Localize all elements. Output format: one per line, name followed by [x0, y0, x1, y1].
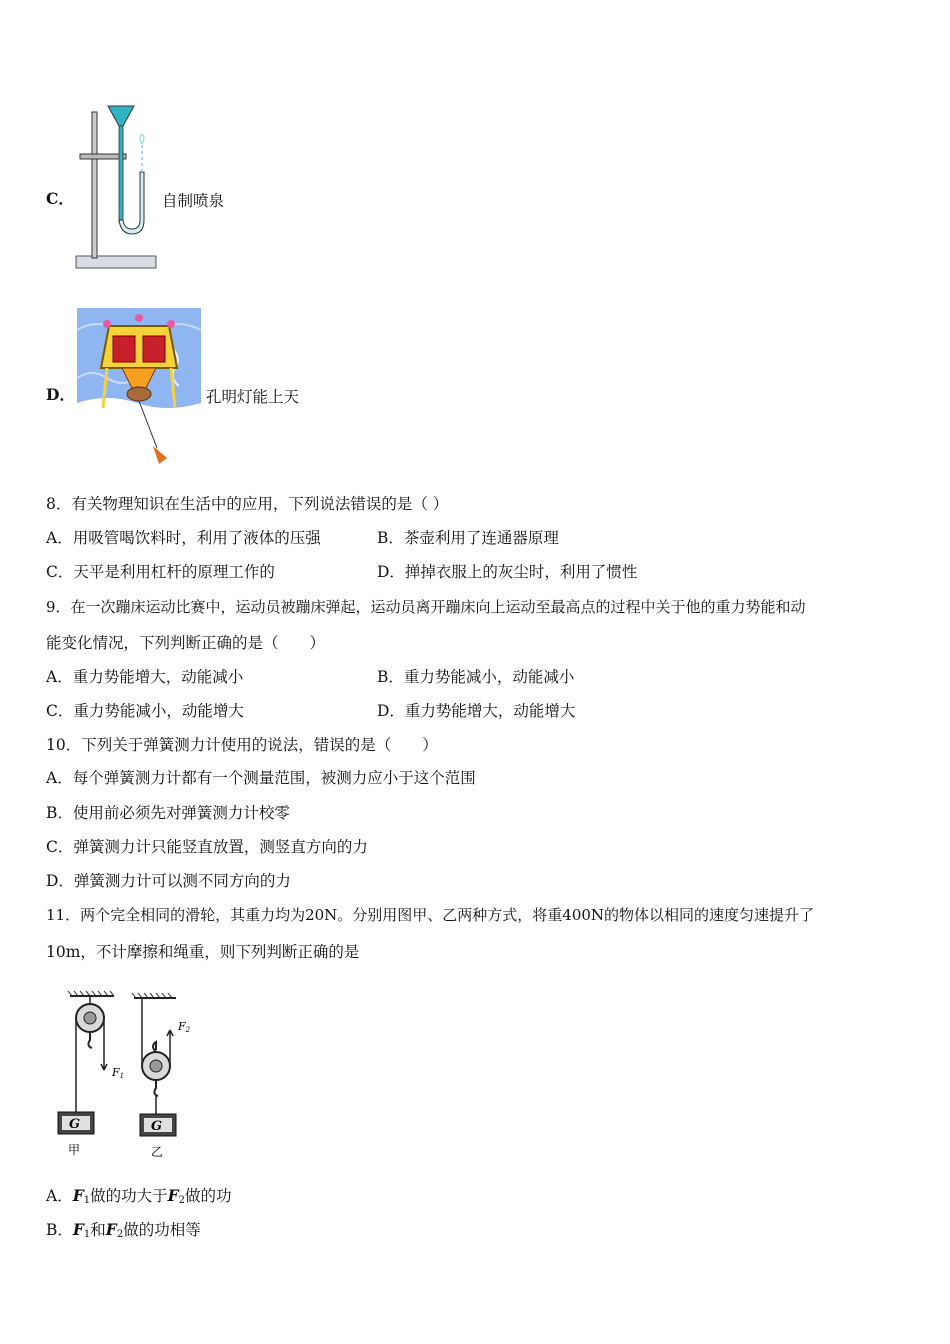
q9-stem-line1: 9．在一次蹦床运动比赛中，运动员被蹦床弹起，运动员离开蹦床向上运动至最高点的过程中关于他的重力势能和动	[46, 598, 806, 616]
q9-option-c: C．重力势能减小，动能增大	[46, 702, 244, 720]
option-c-label: C．	[46, 189, 74, 208]
svg-text:G: G	[69, 1117, 81, 1132]
q10-option-a: A．每个弹簧测力计都有一个测量范围，被测力应小于这个范围	[46, 769, 476, 787]
q9-option-b: B．重力势能减小，动能减小	[377, 668, 575, 686]
q11-stem-line2: 10m，不计摩擦和绳重，则下列判断正确的是	[46, 943, 360, 961]
q11-stem-line1: 11．两个完全相同的滑轮，其重力均为20N。分别用图甲、乙两种方式，将重400N的物体以相同的速度匀速提升了	[46, 906, 815, 924]
q10-option-c: C．弹簧测力计只能竖直放置，测竖直方向的力	[46, 838, 368, 856]
q9-stem-line2: 能变化情况，下列判断正确的是（ ）	[46, 634, 326, 652]
pulley-figure	[50, 990, 210, 1160]
option-c-caption: 自制喷泉	[162, 192, 225, 210]
q9-option-d: D．重力势能增大，动能增大	[377, 702, 576, 720]
q8-option-d: D．掸掉衣服上的灰尘时，利用了惯性	[377, 563, 638, 581]
label-yi: 乙	[151, 1145, 164, 1159]
fountain-apparatus-figure	[72, 102, 162, 274]
option-d-caption: 孔明灯能上天	[206, 388, 300, 406]
q10-option-d: D．弹簧测力计可以测不同方向的力	[46, 872, 291, 890]
q9-option-a: A．重力势能增大，动能减小	[46, 668, 244, 686]
q10-option-b: B．使用前必须先对弹簧测力计校零	[46, 804, 290, 822]
kongming-lantern-figure	[77, 308, 201, 468]
q11-option-b: B．$F_1$和$F_2$做的功相等	[46, 1220, 201, 1240]
q8-stem: 8．有关物理知识在生活中的应用，下列说法错误的是（ ）	[46, 495, 449, 513]
q8-option-b: B．茶壶利用了连通器原理	[377, 529, 559, 547]
label-jia: 甲	[68, 1143, 81, 1157]
force-f2-label: F2	[178, 1020, 191, 1034]
option-d-label: D．	[46, 385, 75, 404]
svg-text:G: G	[151, 1119, 163, 1134]
q8-option-c: C．天平是利用杠杆的原理工作的	[46, 563, 275, 581]
force-f1-label: F1	[112, 1066, 125, 1080]
q11-option-a: A．$F_1$做的功大于$F_2$做的功	[46, 1186, 232, 1206]
q10-stem: 10．下列关于弹簧测力计使用的说法，错误的是（ ）	[46, 736, 438, 754]
q8-option-a: A．用吸管喝饮料时，利用了液体的压强	[46, 529, 321, 547]
